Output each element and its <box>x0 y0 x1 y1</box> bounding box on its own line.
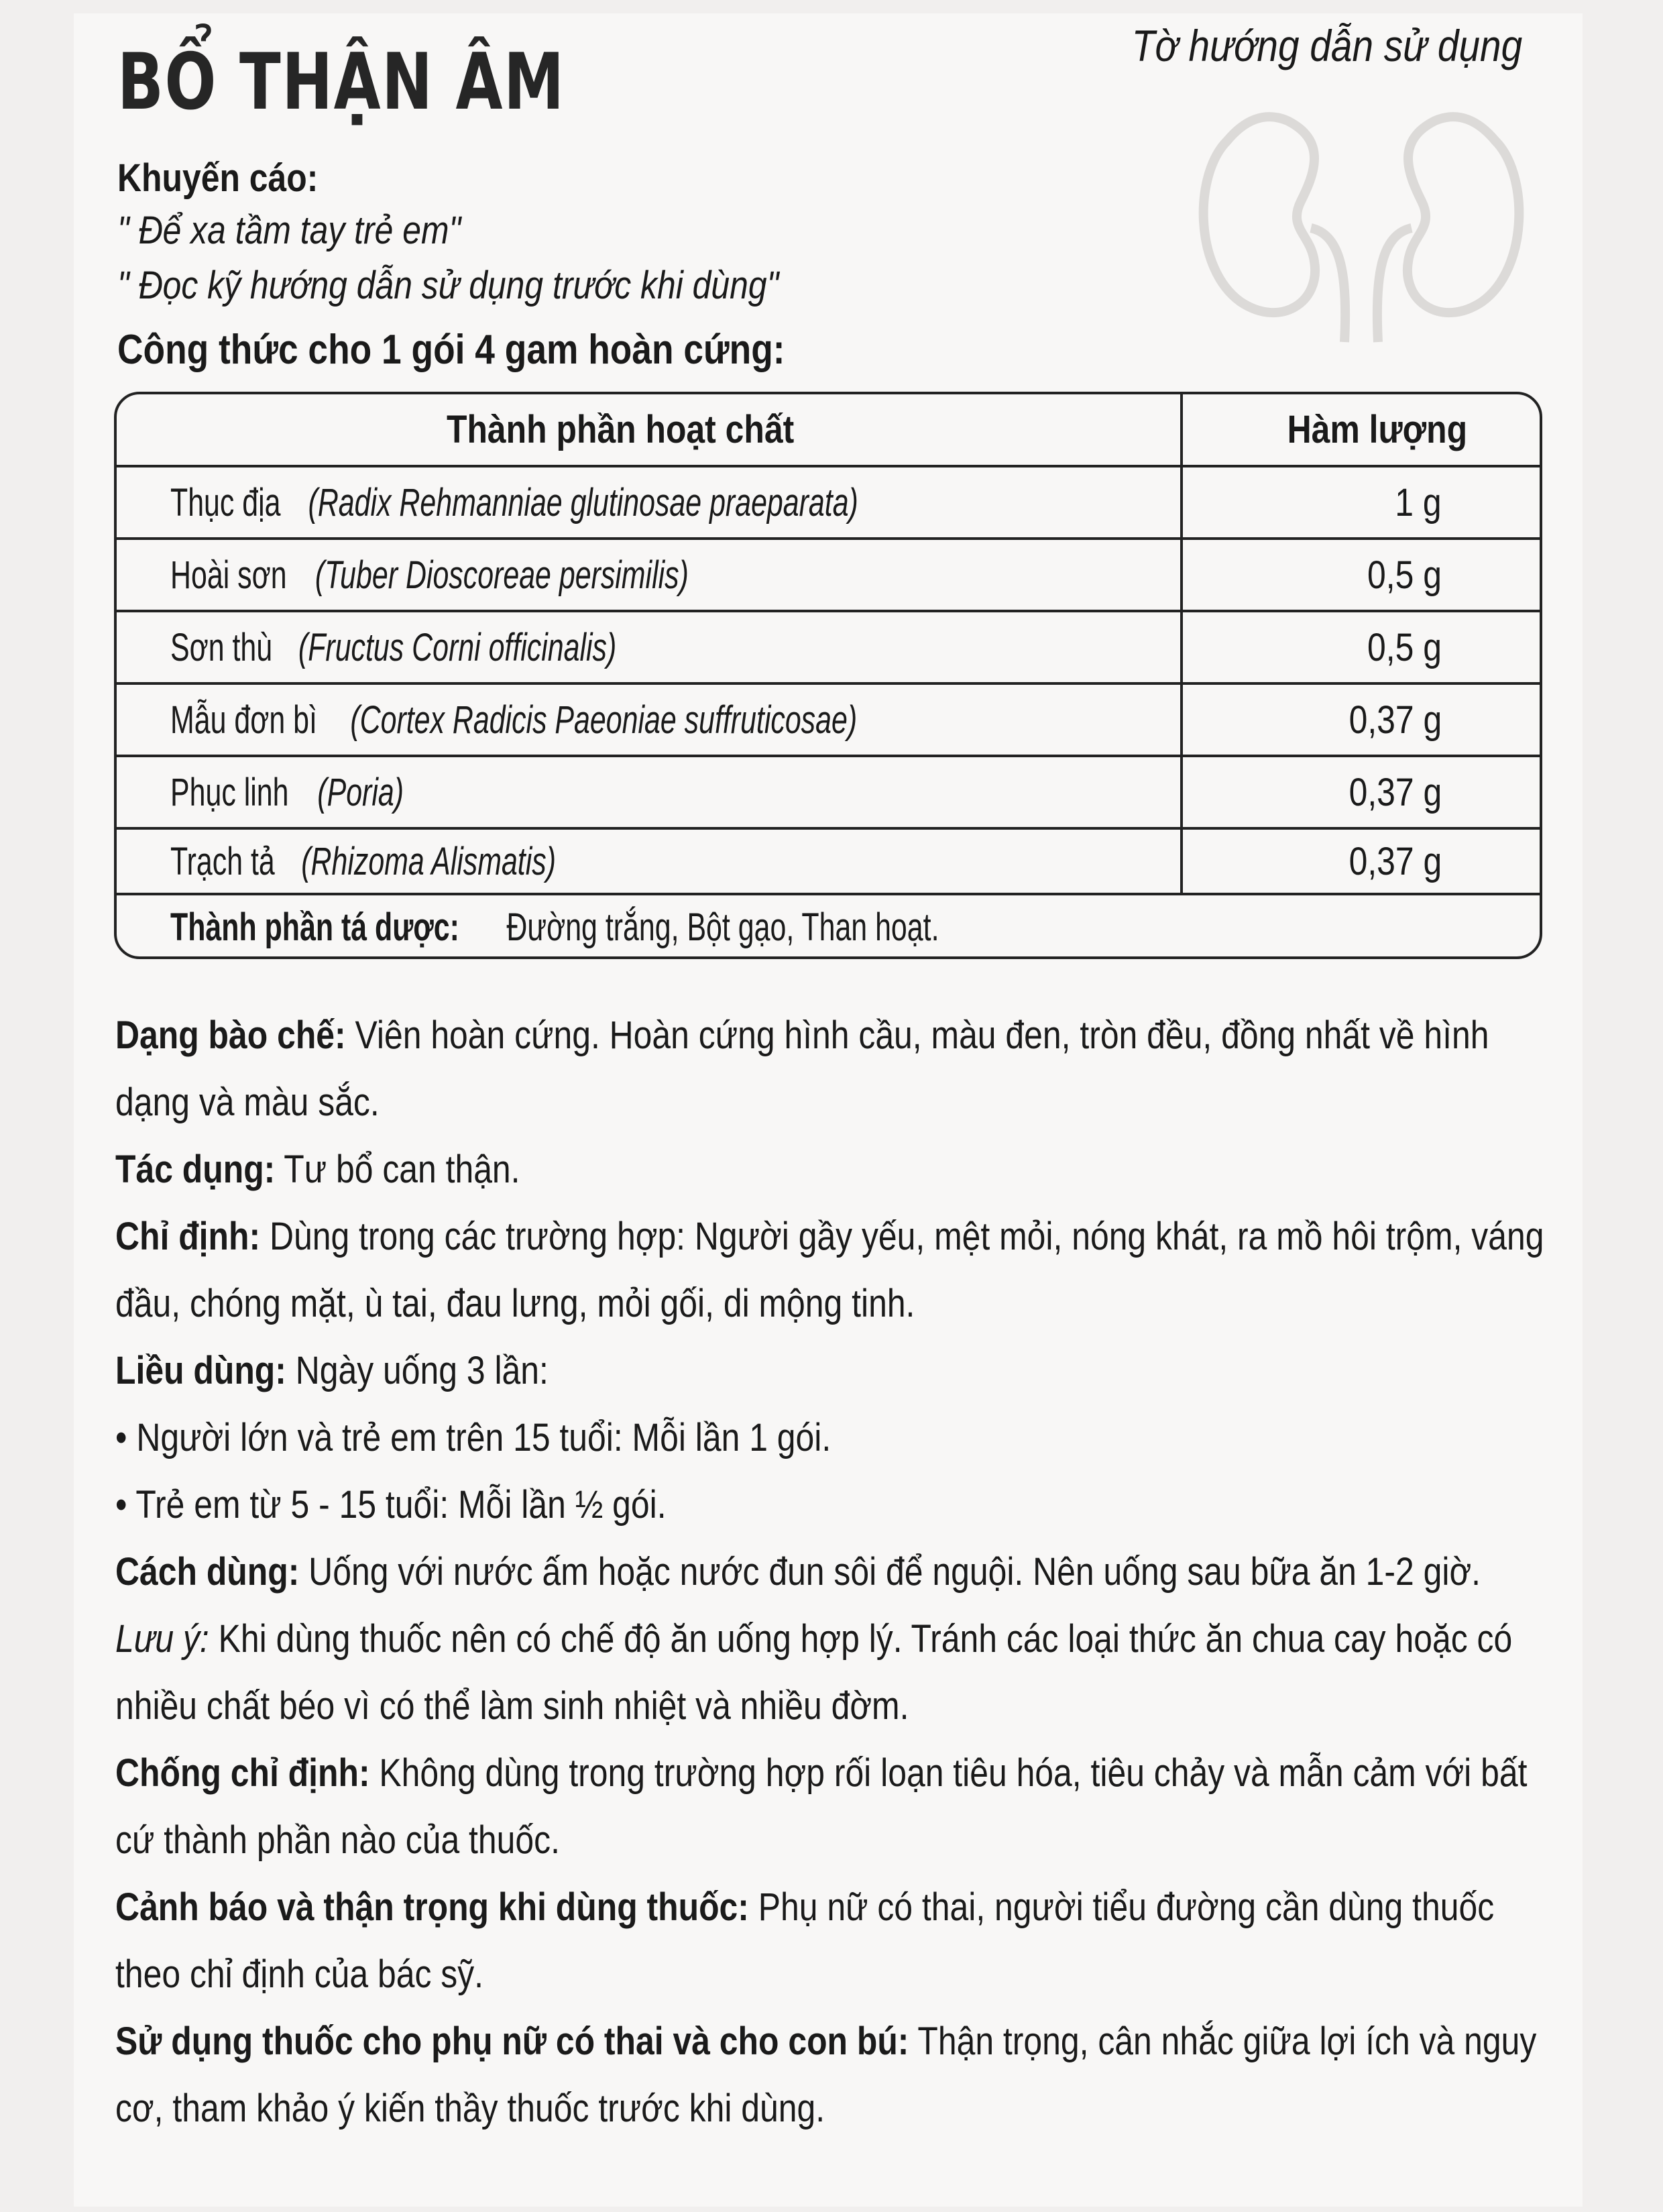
warning-heading: Khuyến cáo: <box>117 156 319 200</box>
column-header-active-ingredient: Thành phần hoạt chất <box>446 408 794 451</box>
dosage-form-line-2: dạng và màu sắc. <box>115 1081 380 1124</box>
ingredient-name: Mẫu đơn bì <box>170 698 317 742</box>
formula-heading: Công thức cho 1 gói 4 gam hoàn cứng: <box>117 327 785 373</box>
indication-text: Dùng trong các trường hợp: Người gầy yếu, mệt mỏi, nóng khát, ra mồ hôi trộm, váng <box>260 1215 1544 1258</box>
table-row <box>117 610 1540 682</box>
effect-line <box>115 1147 520 1192</box>
usage-line <box>115 1549 1481 1594</box>
table-header-row <box>117 394 1540 465</box>
effect-text: Tư bổ can thận. <box>275 1148 520 1191</box>
ingredient-latin: (Poria) <box>317 770 404 814</box>
ingredient-name: Hoài sơn <box>170 553 287 597</box>
indication-line-1 <box>115 1214 1544 1259</box>
precaution-label: Cảnh báo và thận trọng khi dùng thuốc: <box>115 1885 749 1929</box>
contraindication-text: Không dùng trong trường hợp rối loạn tiêu hóa, tiêu chảy và mẫn cảm với bất <box>369 1751 1528 1795</box>
dosage-form-text: Viên hoàn cứng. Hoàn cứng hình cầu, màu đen, tròn đều, đồng nhất về hình <box>345 1013 1489 1057</box>
dosage-form-line-1 <box>115 1013 1489 1058</box>
dosage-child-item: • Trẻ em từ 5 - 15 tuổi: Mỗi lần ½ gói. <box>115 1483 667 1527</box>
pregnancy-label: Sử dụng thuốc cho phụ nữ có thai và cho con bú: <box>115 2020 909 2063</box>
contraindication-line-2: cứ thành phần nào của thuốc. <box>115 1818 560 1862</box>
precaution-text: Phụ nữ có thai, người tiểu đường cần dùng thuốc <box>748 1885 1495 1929</box>
ingredient-amount: 0,37 g <box>1349 698 1442 742</box>
ingredient-latin: (Fructus Corni officinalis) <box>298 625 617 669</box>
warning-line-read-instructions: " Đọc kỹ hướng dẫn sử dụng trước khi dùng" <box>117 264 779 307</box>
product-title: BỔ THẬN ÂM <box>117 37 565 127</box>
dosage-adult-item: • Người lớn và trẻ em trên 15 tuổi: Mỗi lần 1 gói. <box>115 1416 832 1459</box>
effect-label: Tác dụng: <box>115 1148 276 1191</box>
ingredient-latin: (Cortex Radicis Paeoniae suffruticosae) <box>350 698 858 742</box>
ingredient-name: Thục địa <box>170 480 281 524</box>
ingredient-amount: 0,5 g <box>1367 553 1442 597</box>
ingredients-table <box>114 392 1542 959</box>
ingredient-latin: (Radix Rehmanniae glutinosae praeparata) <box>308 480 858 524</box>
ingredient-name: Sơn thù <box>170 625 273 669</box>
table-row <box>117 537 1540 610</box>
note-label: Lưu ý: <box>115 1617 209 1661</box>
usage-label: Cách dùng: <box>115 1550 300 1594</box>
table-row <box>117 465 1540 537</box>
indication-label: Chỉ định: <box>115 1215 261 1258</box>
precaution-line-1 <box>115 1885 1494 1930</box>
table-row <box>117 827 1540 893</box>
contraindication-label: Chống chỉ định: <box>115 1751 370 1795</box>
table-row <box>117 755 1540 827</box>
ingredient-amount: 0,37 g <box>1349 839 1442 883</box>
table-row <box>117 682 1540 755</box>
ingredient-amount: 1 g <box>1395 480 1442 524</box>
note-line-2: nhiều chất béo vì có thể làm sinh nhiệt và nhiều đờm. <box>115 1684 909 1728</box>
ingredient-latin: (Rhizoma Alismatis) <box>300 839 556 883</box>
column-header-amount: Hàm lượng <box>1287 408 1468 451</box>
dosage-text: Ngày uống 3 lần: <box>286 1349 549 1392</box>
pregnancy-line-2: cơ, tham khảo ý kiến thầy thuốc trước khi dùng. <box>115 2087 825 2130</box>
leaflet-subtitle: Tờ hướng dẫn sử dụng <box>1131 21 1522 70</box>
dosage-line <box>115 1348 549 1393</box>
usage-text: Uống với nước ấm hoặc nước đun sôi để nguội. Nên uống sau bữa ăn 1-2 giờ. <box>299 1550 1481 1594</box>
note-line-1 <box>115 1616 1512 1661</box>
pregnancy-text: Thận trọng, cân nhắc giữa lợi ích và nguy <box>909 2020 1537 2063</box>
ingredient-latin: (Tuber Dioscoreae persimilis) <box>314 553 689 597</box>
warning-line-children: " Để xa tầm tay trẻ em" <box>117 209 461 252</box>
pregnancy-line-1 <box>115 2019 1536 2064</box>
note-text: Khi dùng thuốc nên có chế độ ăn uống hợp lý. Tránh các loại thức ăn chua cay hoặc có <box>209 1617 1513 1661</box>
ingredient-amount: 0,5 g <box>1367 625 1442 669</box>
excipient-label: Thành phần tá dược: <box>170 905 459 949</box>
kidney-icon <box>1187 101 1536 349</box>
dosage-label: Liều dùng: <box>115 1349 286 1392</box>
ingredient-name: Phục linh <box>170 770 289 814</box>
dosage-form-label: Dạng bào chế: <box>115 1013 346 1057</box>
excipient-row <box>117 893 1540 959</box>
ingredient-amount: 0,37 g <box>1349 770 1442 814</box>
contraindication-line-1 <box>115 1751 1527 1795</box>
ingredient-name: Trạch tả <box>170 839 275 883</box>
indication-line-2: đầu, chóng mặt, ù tai, đau lưng, mỏi gối, di mộng tinh. <box>115 1282 915 1325</box>
excipient-value: Đường trắng, Bột gạo, Than hoạt. <box>506 905 939 949</box>
precaution-line-2: theo chỉ định của bác sỹ. <box>115 1952 484 1996</box>
